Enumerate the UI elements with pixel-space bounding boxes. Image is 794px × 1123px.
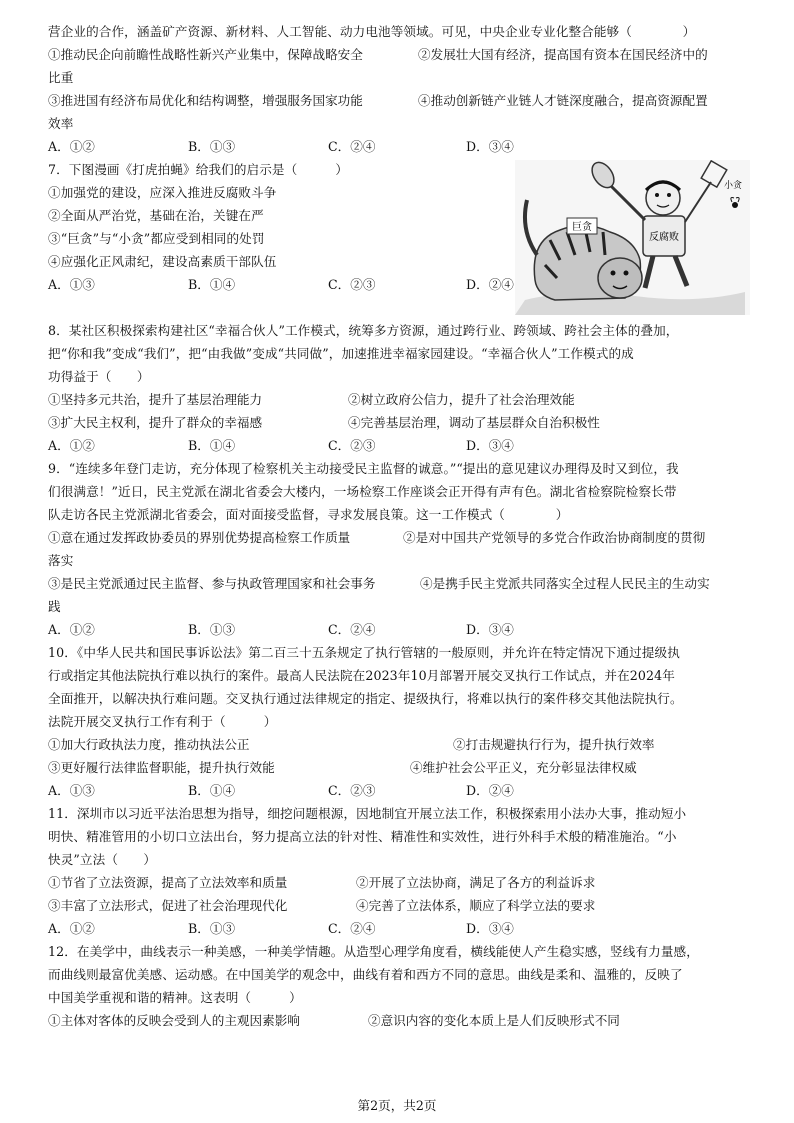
option-a[interactable]: A．①③	[48, 277, 95, 292]
text-line: 快灵”立法（ ）	[48, 852, 157, 867]
choice-item: ③推进国有经济布局优化和结构调整，增强服务国家功能	[48, 93, 363, 108]
choice-item: ①加强党的建设，应深入推进反腐败斗争	[48, 185, 277, 200]
choice-item: ①意在通过发挥政协委员的界别优势提高检察工作质量	[48, 530, 351, 545]
option-b[interactable]: B．①③	[188, 921, 236, 936]
tiger-fly-cartoon	[515, 160, 750, 315]
question-11: 11．深圳市以习近平法治思想为指导，细挖问题根源，因地制宜开展立法工作，积极探索用小法办大事，推动短小	[48, 806, 687, 821]
choice-item: ③扩大民主权利，提升了群众的幸福感	[48, 415, 263, 430]
choice-item: ②发展壮大国有经济，提高国有资本在国民经济中的	[418, 47, 708, 62]
option-d[interactable]: D．③④	[466, 438, 514, 453]
text-line: 把“你和我”变成“我们”，把“由我做”变成“共同做”，加速推进幸福家园建设。“幸福合伙人”工作模式的成	[48, 346, 634, 361]
text-line: 行或指定其他法院执行难以执行的案件。最高人民法院在2023年10月部署开展交叉执行工作试点，并在2024年	[48, 668, 675, 683]
question-7: 7．下图漫画《打虎拍蝇》给我们的启示是（ ）	[48, 162, 349, 177]
choice-item: ①主体对客体的反映会受到人的主观因素影响	[48, 1013, 300, 1028]
text-line: 中国美学重视和谐的精神。这表明（ ）	[48, 990, 302, 1005]
option-a[interactable]: A．①②	[48, 921, 95, 936]
option-d[interactable]: D．③④	[466, 139, 514, 154]
option-a[interactable]: A．①②	[48, 139, 95, 154]
option-b[interactable]: B．①③	[188, 139, 236, 154]
option-c[interactable]: C．②④	[328, 622, 376, 637]
option-d[interactable]: D．③④	[466, 622, 514, 637]
option-a[interactable]: A．①②	[48, 622, 95, 637]
choice-item: ④维护社会公平正义，充分彰显法律权威	[410, 760, 637, 775]
text-line: 营企业的合作，涵盖矿产资源、新材料、人工智能、动力电池等领域。可见，中央企业专业化整合能够（ ）	[48, 24, 696, 39]
page-footer: 第2页，共2页	[357, 1098, 437, 1113]
text-line: 落实	[48, 553, 74, 568]
question-12: 12．在美学中，曲线表示一种美感，一种美学情趣。从造型心理学角度看，横线能使人产生稳实感，竖线有力量感，	[48, 944, 699, 959]
choice-item: ④是携手民主党派共同落实全过程人民民主的生动实	[420, 576, 710, 591]
choice-item: ③是民主党派通过民主监督、参与执政管理国家和社会事务	[48, 576, 376, 591]
label-anti-corruption: 反腐败	[649, 232, 679, 243]
question-9: 9．“连续多年登门走访，充分体现了检察机关主动接受民主监督的诚意。”“提出的意见建议办理得及时又到位，我	[48, 461, 679, 476]
text-line: 效率	[48, 116, 74, 131]
text-line: 法院开展交叉执行工作有利于（ ）	[48, 714, 277, 729]
text-line: 明快、精准管用的小切口立法出台，努力提高立法的针对性、精准性和实效性，进行外科手术般的精准施治。“小	[48, 829, 677, 844]
option-c[interactable]: C．②③	[328, 783, 376, 798]
text-line: 队走访各民主党派湖北省委会，面对面接受监督，寻求发展良策。这一工作模式（ ）	[48, 507, 569, 522]
option-b[interactable]: B．①③	[188, 622, 236, 637]
choice-item: ②开展了立法协商，满足了各方的利益诉求	[356, 875, 596, 890]
question-10: 10．《中华人民共和国民事诉讼法》第二百三十五条规定了执行管辖的一般原则，并允许在特定情况下通过提级执	[48, 645, 680, 660]
label-small-corrupt: 小贪	[723, 181, 743, 191]
text-line: 全面推开，以解决执行难问题。交叉执行通过法律规定的指定、提级执行，将难以执行的案件移交其他法院执行。	[48, 691, 683, 706]
choice-item: ③“巨贪”与“小贪”都应受到相同的处罚	[48, 231, 265, 246]
option-a[interactable]: A．①②	[48, 438, 95, 453]
choice-item: ①节省了立法资源，提高了立法效率和质量	[48, 875, 288, 890]
option-c[interactable]: C．②④	[328, 139, 376, 154]
option-b[interactable]: B．①④	[188, 277, 236, 292]
text-line: 践	[48, 599, 61, 614]
option-c[interactable]: C．②③	[328, 438, 376, 453]
option-b[interactable]: B．①④	[188, 783, 236, 798]
choice-item: ①推动民企向前瞻性战略性新兴产业集中，保障战略安全	[48, 47, 363, 62]
text-line: 们很满意！”近日，民主党派在湖北省委会大楼内，一场检察工作座谈会正开得有声有色。湖北省检察院检察长带	[48, 484, 677, 499]
choice-item: ④应强化正风肃纪，建设高素质干部队伍	[48, 254, 277, 269]
choice-item: ④完善了立法体系，顺应了科学立法的要求	[356, 898, 596, 913]
question-8: 8．某社区积极探索构建社区“幸福合伙人”工作模式，统筹多方资源，通过跨行业、跨领域、跨社会主体的叠加，	[48, 323, 679, 338]
choice-item: ②意识内容的变化本质上是人们反映形式不同	[368, 1013, 620, 1028]
option-b[interactable]: B．①④	[188, 438, 236, 453]
choice-item: ②是对中国共产党领导的多党合作政治协商制度的贯彻	[403, 530, 706, 545]
choice-item: ①加大行政执法力度，推动执法公正	[48, 737, 250, 752]
choice-item: ③更好履行法律监督职能，提升执行效能	[48, 760, 275, 775]
text-line: 功得益于（ ）	[48, 369, 150, 384]
text-line: 比重	[48, 70, 74, 85]
choice-item: ④推动创新链产业链人才链深度融合，提高资源配置	[418, 93, 708, 108]
option-d[interactable]: D．②④	[466, 277, 514, 292]
choice-item: ②打击规避执行行为，提升执行效率	[453, 737, 655, 752]
option-a[interactable]: A．①③	[48, 783, 95, 798]
choice-item: ③丰富了立法形式，促进了社会治理现代化	[48, 898, 288, 913]
label-big-corrupt: 巨贪	[572, 222, 592, 233]
option-c[interactable]: C．②④	[328, 921, 376, 936]
choice-item: ②树立政府公信力，提升了社会治理效能	[348, 392, 575, 407]
choice-item: ②全面从严治党，基础在治，关键在严	[48, 208, 264, 223]
choice-item: ④完善基层治理，调动了基层群众自治积极性	[348, 415, 600, 430]
text-line: 而曲线则最富优美感、运动感。在中国美学的观念中，曲线有着和西方不同的意思。曲线是柔和、温雅的，反映了	[48, 967, 683, 982]
option-d[interactable]: D．②④	[466, 783, 514, 798]
option-d[interactable]: D．③④	[466, 921, 514, 936]
option-c[interactable]: C．②③	[328, 277, 376, 292]
choice-item: ①坚持多元共治，提升了基层治理能力	[48, 392, 263, 407]
